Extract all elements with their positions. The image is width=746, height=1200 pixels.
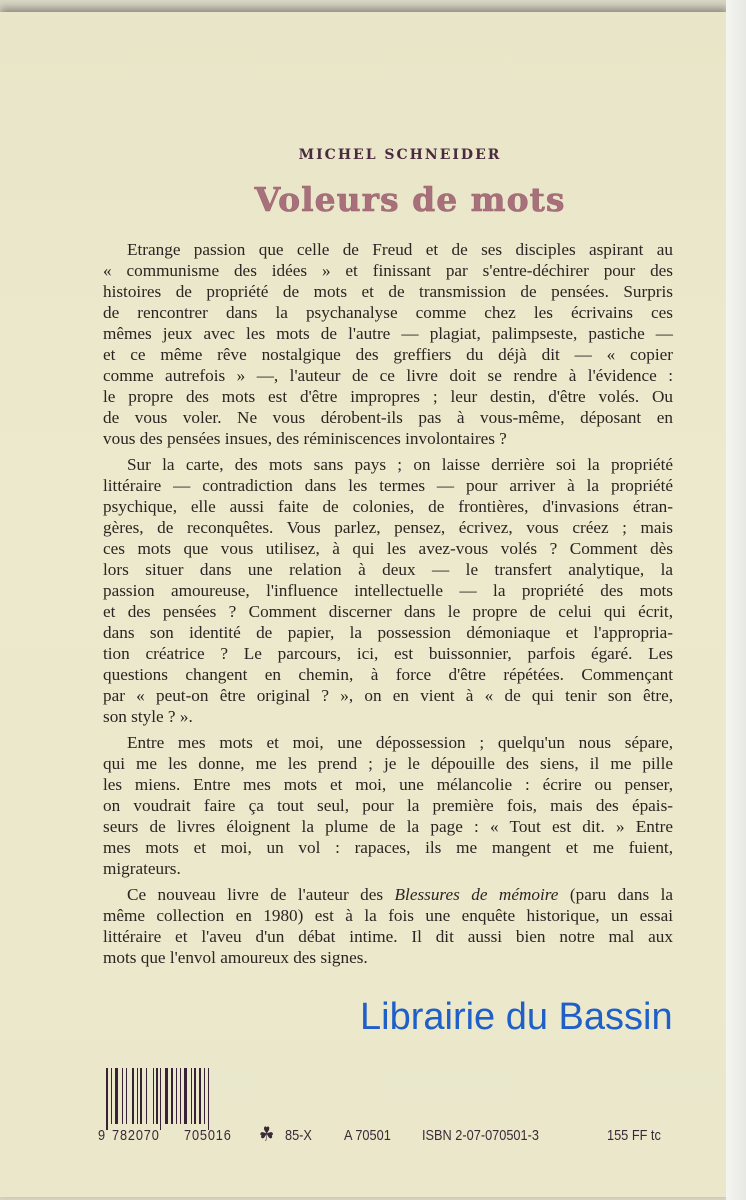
barcode-bar (137, 1068, 138, 1124)
barcode-bar (208, 1068, 209, 1130)
text-line: comme autrefois » —, l'auteur de ce livre doit se rendre à l'évidence : (103, 366, 673, 385)
text-line: ces mots que vous utilisez, à qui les avez-vous volés ? Comment dès (103, 539, 673, 558)
price: 155 FF tc (607, 1127, 661, 1144)
barcode-bar (156, 1068, 158, 1124)
barcode-digit-first: 9 (98, 1127, 106, 1144)
cited-title: Blessures de mémoire (394, 885, 559, 904)
text-line: passion amoureuse, l'influence intellectuelle — la propriété des mots (103, 581, 673, 600)
barcode-bar (153, 1068, 154, 1124)
watermark-text: Librairie du Bassin (360, 996, 673, 1038)
barcode-bar (204, 1068, 205, 1124)
text-line: « communisme des idées » et finissant par s'entre-déchirer pour des (103, 261, 673, 280)
text-line: Sur la carte, des mots sans pays ; on laisse derrière soi la propriété (127, 455, 673, 474)
text-line: seurs de livres éloignent la plume de la page : « Tout est dit. » Entre (103, 817, 673, 836)
text-line: Ce nouveau livre de l'auteur des Blessures de mémoire (paru dans la (127, 885, 673, 904)
code-a70501: A 70501 (344, 1127, 391, 1144)
text-line: mes mots et moi, un vol : rapaces, ils me mangent et me fuient, (103, 838, 673, 857)
text-line: mots que l'envol amoureux des signes. (103, 948, 368, 967)
text-line: de vous voler. Ne vous dérobent-ils pas à vous-même, déposant en (103, 408, 673, 427)
author-name: MICHEL SCHNEIDER (298, 147, 502, 163)
text-line: littéraire et l'aveu d'un débat intime. Il dit aussi bien notre mal aux (103, 927, 673, 946)
barcode-bar (180, 1068, 181, 1124)
barcode-bar (140, 1068, 142, 1124)
text-line: questions changent en chemin, à force d'être répétées. Commençant (103, 665, 673, 684)
text-line: son style ? ». (103, 707, 193, 726)
text-line: lors situer dans une relation à deux — le transfert analytique, la (103, 560, 673, 579)
text-line: par « peut-on être original ? », on en vient à « de qui tenir son être, (103, 686, 673, 705)
barcode-bar (111, 1068, 112, 1124)
barcode-bar (126, 1068, 127, 1124)
text-line: même collection en 1980) est à la fois une enquête historique, un essai (103, 906, 673, 925)
barcode-digits-left: 782070 (112, 1127, 160, 1144)
book-title: Voleurs de mots (254, 180, 566, 219)
barcode-bar (165, 1068, 168, 1124)
barcode (106, 1068, 256, 1124)
barcode-bar (146, 1068, 147, 1124)
barcode-bar (106, 1068, 108, 1130)
barcode-bar (171, 1068, 173, 1124)
text-line: tion créatrice ? Le parcours, ici, est buissonnier, parfois égaré. Les (103, 644, 673, 663)
barcode-bar (194, 1068, 196, 1124)
paragraph (103, 454, 673, 727)
barcode-digits-right: 705016 (184, 1127, 232, 1144)
text-line: psychique, elle aussi faite de colonies, de frontières, d'invasions étran- (103, 497, 673, 516)
paragraph (103, 732, 673, 879)
barcode-bar (160, 1068, 161, 1130)
barcode-bar (191, 1068, 192, 1124)
barcode-bar (122, 1068, 123, 1124)
text-line: vous des pensées insues, des réminiscences involontaires ? (103, 429, 507, 448)
barcode-bar (132, 1068, 134, 1124)
text-line: littéraire — contradiction dans les termes — pour arriver à la propriété (103, 476, 673, 495)
text-line: Etrange passion que celle de Freud et de ses disciples aspirant au (127, 240, 673, 259)
text-line: et ce même rêve nostalgique des greffiers du déjà dit — « copier (103, 345, 673, 364)
barcode-bar (115, 1068, 118, 1124)
text-line: dans son identité de papier, la possession démoniaque et l'appropria- (103, 623, 673, 642)
text-line: histoires de propriété de mots et de transmission de pensées. Surpris (103, 282, 673, 301)
publisher-logo-icon: ☘ (259, 1124, 275, 1146)
text-line: Entre mes mots et moi, une dépossession ; quelqu'un nous sépare, (127, 733, 673, 752)
barcode-bar (176, 1068, 177, 1124)
text-line: qui me les donne, me les prend ; je le dépouille des siens, il me pille (103, 754, 673, 773)
blurb-text (103, 239, 673, 973)
paragraph (103, 239, 673, 449)
text-line: on voudrait faire ça tout seul, pour la première fois, mais des épais- (103, 796, 673, 815)
paragraph (103, 884, 673, 968)
text-line: gères, de reconquêtes. Vous parlez, pensez, écrivez, vous créez ; mais (103, 518, 673, 537)
text-line: et des pensées ? Comment discerner dans le propre de celui qui écrit, (103, 602, 673, 621)
code-85x: 85-X (285, 1127, 312, 1144)
text-line: mêmes jeux avec les mots de l'autre — plagiat, palimpseste, pastiche — (103, 324, 673, 343)
isbn: ISBN 2-07-070501-3 (422, 1127, 539, 1144)
text-line: migrateurs. (103, 859, 181, 878)
barcode-bar (184, 1068, 187, 1124)
text-line: de rencontrer dans la psychanalyse comme chez les écrivains ces (103, 303, 673, 322)
text-line: le propre des mots est d'être impropres ; leur destin, d'être volés. Ou (103, 387, 673, 406)
text-line: les miens. Entre mes mots et moi, une mélancolie : écrire ou penser, (103, 775, 673, 794)
barcode-bar (199, 1068, 201, 1124)
